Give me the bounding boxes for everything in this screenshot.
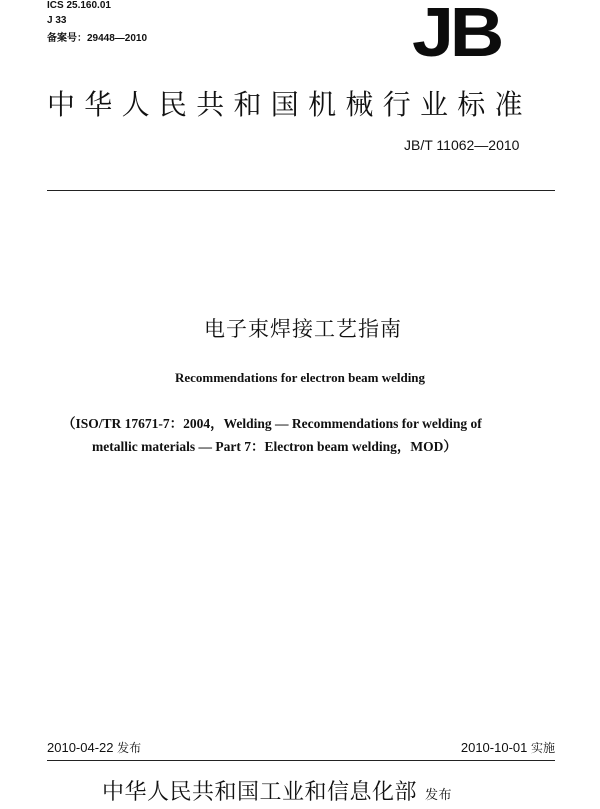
document-title-chinese: 电子束焊接工艺指南 <box>204 317 402 341</box>
issue-date-value: 2010-04-22 <box>47 740 114 755</box>
ics-code: ICS 25.160.01 <box>47 0 111 11</box>
document-title-english: Recommendations for electron beam welding <box>174 370 426 385</box>
iso-reference-line-1: （ISO/TR 17671-7：2004，Welding — Recommendations for welding of <box>62 416 482 431</box>
implementation-date-value: 2010-10-01 <box>460 740 528 755</box>
classification-code: J 33 <box>47 15 67 26</box>
publisher <box>102 780 452 809</box>
footer-divider <box>47 760 555 761</box>
issue-date-label: 发布 <box>117 741 142 755</box>
record-number: 备案号：29448—2010 <box>47 33 148 44</box>
iso-reference-line-2: metallic materials — Part 7：Electron beam welding，MOD） <box>92 439 457 454</box>
publisher-name: 中华人民共和国工业和信息化部 <box>102 780 418 805</box>
header-divider <box>47 190 555 191</box>
standard-number: JB/T 11062—2010 <box>404 137 520 153</box>
standard-title: 中华人民共和国机械行业标准 <box>47 88 532 121</box>
implementation-date <box>461 740 555 756</box>
jb-logo: JB <box>412 0 501 71</box>
publisher-suffix: 发布 <box>425 788 453 803</box>
issue-date <box>47 740 141 756</box>
implementation-date-label: 实施 <box>530 741 555 755</box>
